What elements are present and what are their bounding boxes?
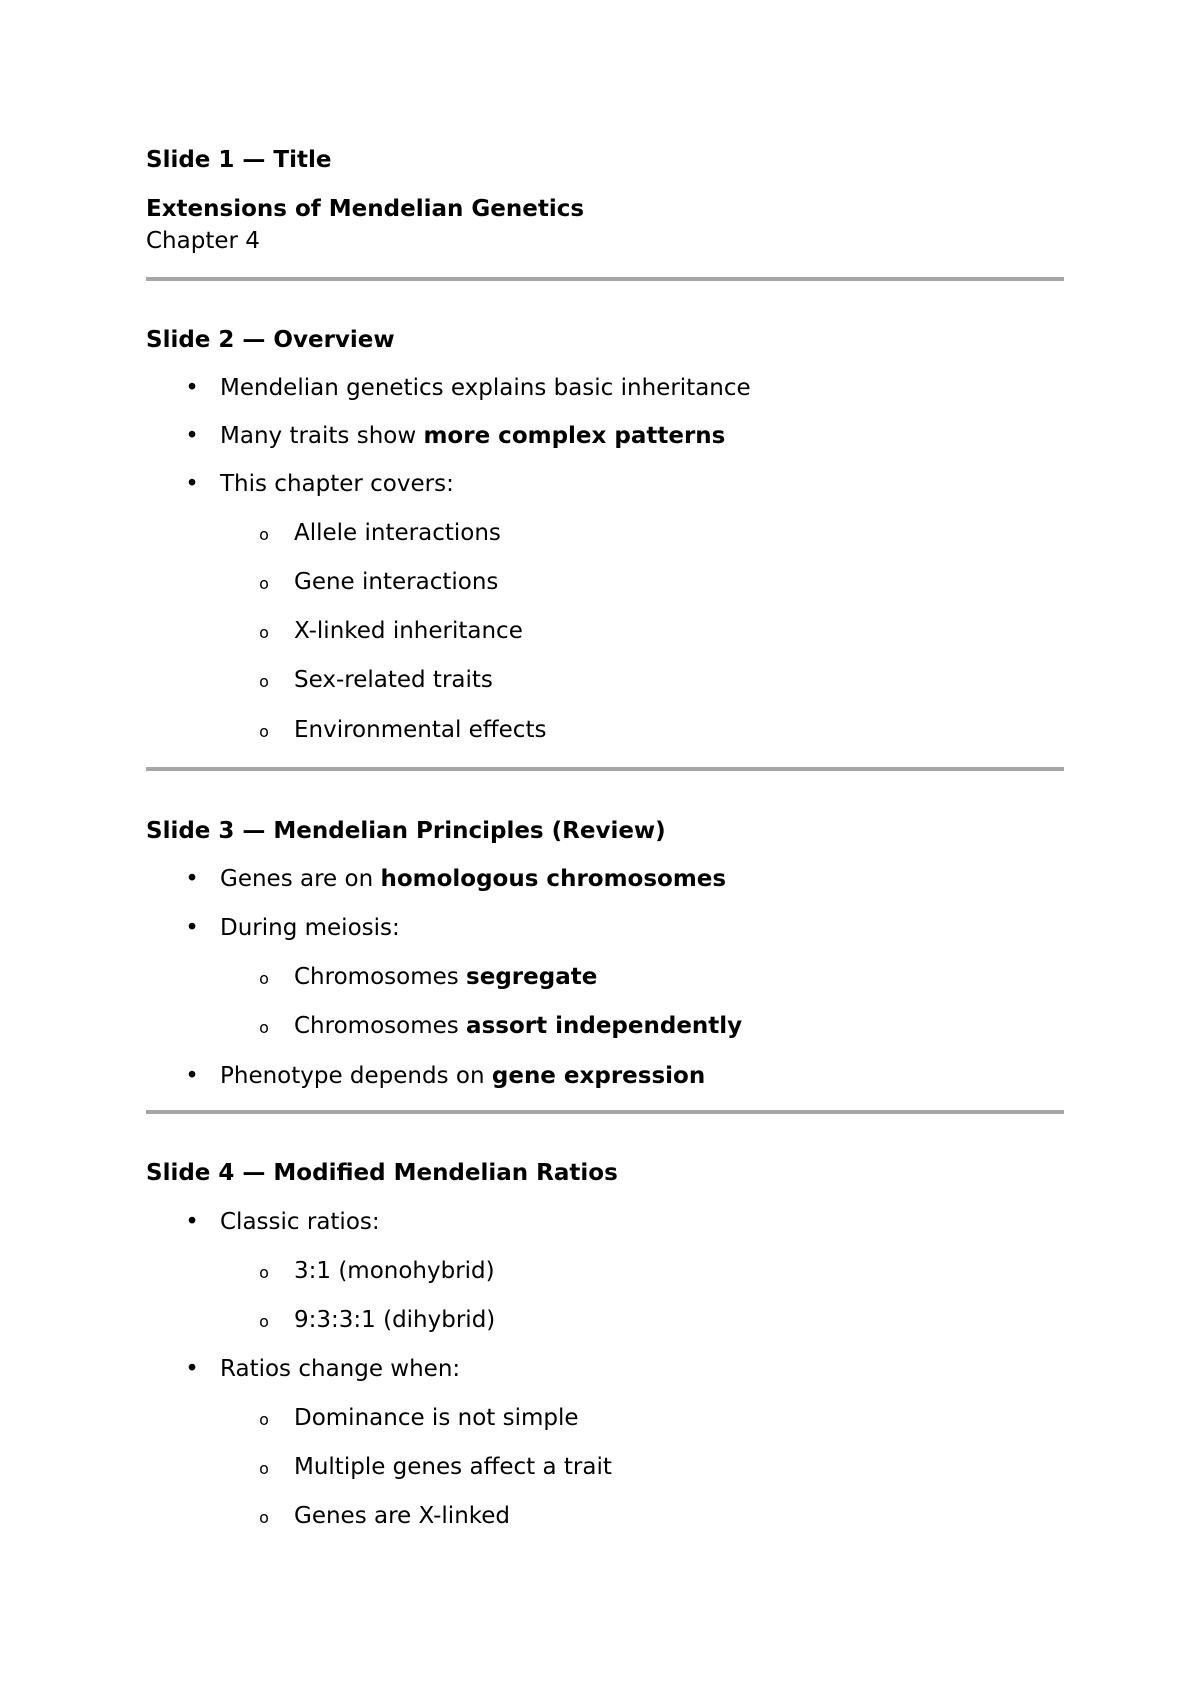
circle-bullet-icon: o [259,672,269,691]
list-item [185,469,454,499]
bullet-icon: • [185,866,199,892]
emphasis-text: gene expression [491,1063,706,1089]
bullet-icon: • [185,1356,199,1382]
circle-bullet-icon: o [259,1410,269,1429]
emphasis-text: more complex patterns [423,423,726,449]
list-item [185,421,726,451]
list-item [185,1207,380,1237]
list-item [185,1061,706,1091]
emphasis-text: segregate [466,964,598,990]
list-item [185,864,727,894]
list-item-text: Classic ratios: [220,1209,380,1235]
list-item-text: X-linked inheritance [294,618,523,644]
circle-bullet-icon: o [259,1459,269,1478]
slide-2-heading: Slide 2 — Overview [146,327,395,353]
emphasis-text: assort independently [466,1013,743,1039]
section-divider [146,277,1064,281]
list-item-text: 3:1 (monohybrid) [294,1258,495,1284]
section-divider [146,1110,1064,1114]
circle-bullet-icon: o [259,1312,269,1331]
emphasis-text: homologous chromosomes [380,866,727,892]
sub-list-item [259,1256,495,1286]
list-item-text: Chromosomes [294,964,467,990]
section-divider [146,767,1064,771]
list-item-text: Genes are X-linked [294,1503,511,1529]
list-item-text: Mendelian genetics explains basic inheritance [220,375,751,401]
bullet-icon: • [185,375,199,401]
list-item-text: Phenotype depends on [220,1063,492,1089]
list-item [185,373,751,403]
slide-1-heading: Slide 1 — Title [146,147,332,173]
list-item-text: Genes are on [220,866,381,892]
circle-bullet-icon: o [259,1508,269,1527]
bullet-icon: • [185,915,199,941]
list-item-text: Sex-related traits [294,667,493,693]
sub-list-item [259,567,499,597]
circle-bullet-icon: o [259,1263,269,1282]
list-item-text: Allele interactions [294,520,501,546]
bullet-icon: • [185,1063,199,1089]
list-item-text: 9:3:3:1 (dihybrid) [294,1307,496,1333]
sub-list-item [259,518,501,548]
circle-bullet-icon: o [259,623,269,642]
circle-bullet-icon: o [259,1018,269,1037]
bullet-icon: • [185,423,199,449]
list-item-text: Ratios change when: [220,1356,461,1382]
list-item-text: This chapter covers: [220,471,454,497]
list-item [185,913,400,943]
list-item-text: Many traits show [220,423,424,449]
sub-list-item [259,665,493,695]
bullet-icon: • [185,1209,199,1235]
circle-bullet-icon: o [259,722,269,741]
sub-list-item [259,1011,743,1041]
sub-list-item [259,1501,511,1531]
slide-3-heading: Slide 3 — Mendelian Principles (Review) [146,818,666,844]
sub-list-item [259,616,523,646]
chapter-label: Chapter 4 [146,228,260,254]
sub-list-item [259,715,547,745]
sub-list-item [259,1452,612,1482]
list-item-text: Dominance is not simple [294,1405,579,1431]
list-item-text: Environmental effects [294,717,547,743]
bullet-icon: • [185,471,199,497]
list-item [185,1354,461,1384]
list-item-text: Multiple genes affect a trait [294,1454,612,1480]
circle-bullet-icon: o [259,969,269,988]
list-item-text: Chromosomes [294,1013,467,1039]
circle-bullet-icon: o [259,525,269,544]
list-item-text: Gene interactions [294,569,499,595]
sub-list-item [259,1403,579,1433]
list-item-text: During meiosis: [220,915,400,941]
sub-list-item [259,962,598,992]
sub-list-item [259,1305,496,1335]
circle-bullet-icon: o [259,574,269,593]
slide-4-heading: Slide 4 — Modified Mendelian Ratios [146,1160,618,1186]
document-title: Extensions of Mendelian Genetics [146,196,585,222]
